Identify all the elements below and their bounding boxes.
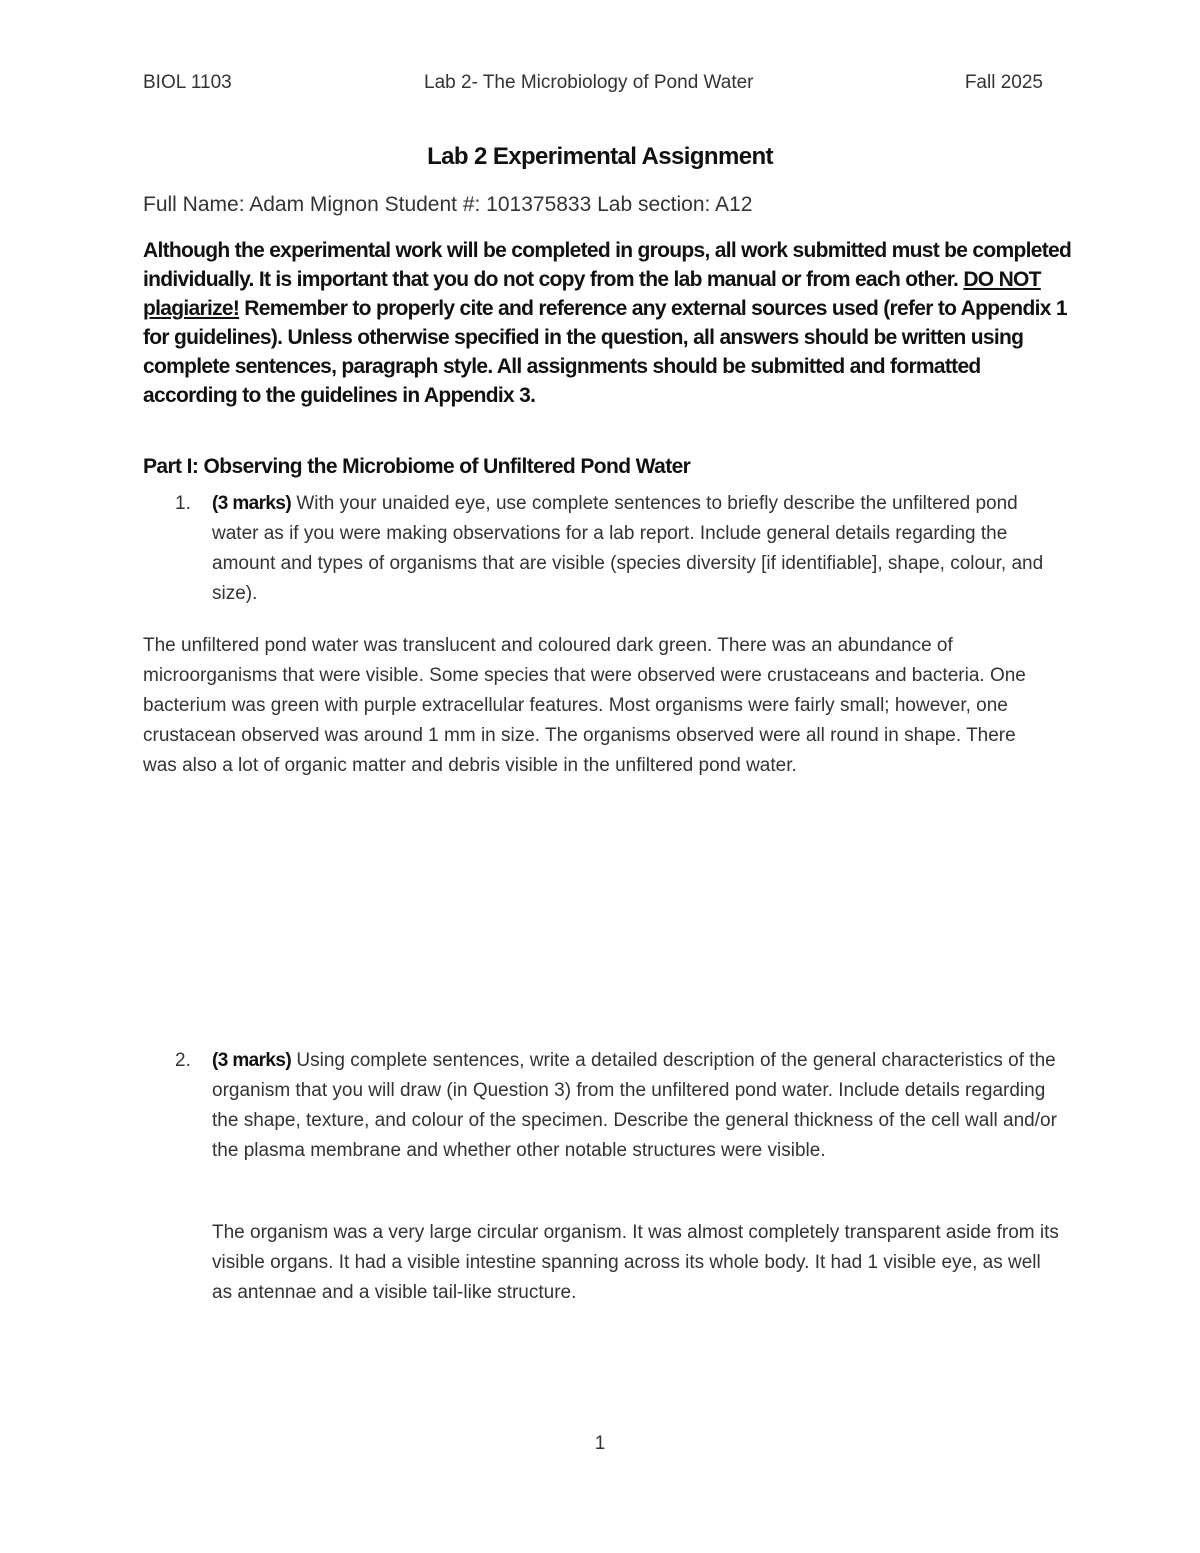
question-number: 1. [175, 493, 191, 514]
header-term: Fall 2025 [964, 72, 1043, 93]
answer-2: The organism was a very large circular organism. It was almost completely transparent aside from its visible organs. It had a visible intestine spanning across its whole body. It had 1 visible eye, as well as antennae and a visible tail-like structure. [212, 1222, 1059, 1303]
academic-integrity-notice [143, 236, 1073, 410]
header-lab-title: Lab 2- The Microbiology of Pond Water [424, 72, 754, 93]
notice-text-part2: Remember to properly cite and reference any external sources used (refer to Appendix 1 for guidelines). Unless otherwise specified in the question, all answers should be written using complete sentences, paragraph style. All assignments should be submitted and formatted according to the guidelines in Appendix 3. [143, 297, 1067, 407]
question-text [212, 1046, 1063, 1166]
question-1 [143, 489, 1063, 609]
section-heading: Part I: Observing the Microbiome of Unfiltered Pond Water [143, 455, 691, 478]
plagiarize-warning: DO NOT plagiarize! [143, 268, 1041, 320]
notice-text-part1: Although the experimental work will be completed in groups, all work submitted must be completed individually. It is important that you do not copy from the lab manual or from each other. [143, 239, 1072, 291]
question-marks: (3 marks) [212, 493, 292, 514]
student-info-line: Full Name: Adam Mignon Student #: 101375833 Lab section: A12 [143, 193, 753, 216]
question-prompt: With your unaided eye, use complete sentences to briefly describe the unfiltered pond water as if you were making observations for a lab report. Include general details regarding the amount and types of organisms that are visible (species diversity [if identifiable], shape, colour, and size). [212, 493, 1044, 604]
question-marks: (3 marks) [212, 1050, 292, 1071]
running-header [143, 72, 1043, 98]
document-title: Lab 2 Experimental Assignment [427, 143, 773, 170]
question-number: 2. [175, 1050, 191, 1071]
question-prompt: Using complete sentences, write a detailed description of the general characteristics of the organism that you will draw (in Question 3) from the unfiltered pond water. Include details regarding the shape, texture, and colour of the specimen. Describe the general thickness of the cell wall and/or the plasma membrane and whether other notable structures were visible. [212, 1050, 1057, 1161]
answer-1: The unfiltered pond water was translucent and coloured dark green. There was an abundance of microorganisms that were visible. Some species that were observed were crustaceans and bacteria. One bacterium was green with purple extracellular features. Most organisms were fairly small; however, one crustacean observed was around 1 mm in size. The organisms observed were all round in shape. There was also a lot of organic matter and debris visible in the unfiltered pond water. [143, 635, 1026, 776]
page-number: 1 [594, 1433, 606, 1454]
question-2 [143, 1046, 1063, 1166]
header-course: BIOL 1103 [143, 72, 232, 93]
question-text [212, 489, 1063, 609]
